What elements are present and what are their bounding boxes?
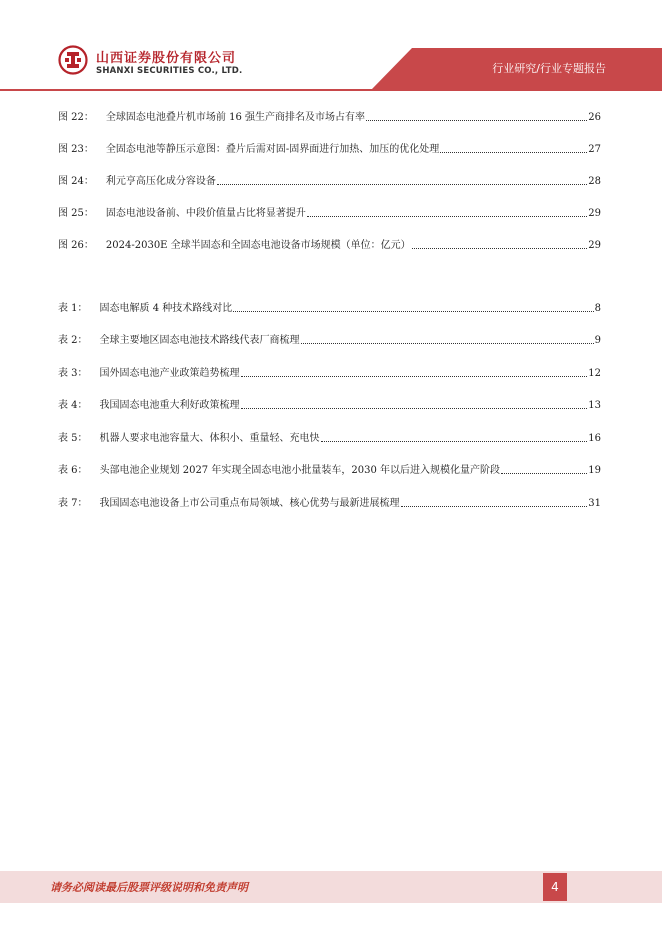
toc-entry-label: 表 1： [58, 303, 88, 314]
toc-entry-page: 26 [588, 112, 601, 123]
toc-leader [501, 473, 587, 474]
toc-entry-page: 29 [588, 240, 601, 251]
toc-entry-title: 固态电池设备前、中段价值量占比将显著提升 [105, 208, 306, 219]
toc-leader [321, 441, 588, 442]
toc-leader [401, 506, 588, 507]
toc-entry-figure-25[interactable] [58, 205, 601, 221]
toc-entry-page: 9 [594, 335, 601, 346]
toc-entry-page: 13 [588, 400, 601, 411]
toc-entry-label: 表 6： [58, 465, 88, 476]
toc-leader [233, 311, 593, 312]
toc-entry-figure-23[interactable] [58, 141, 601, 157]
toc-entry-page: 16 [588, 433, 601, 444]
company-name-cn: 山西证券股份有限公司 [96, 51, 237, 66]
page-header [0, 0, 662, 94]
toc-entry-label: 表 5： [58, 433, 88, 444]
toc-entry-table-3[interactable] [58, 365, 601, 381]
toc-entry-label: 表 7： [58, 498, 88, 509]
header-divider [0, 89, 662, 91]
toc-entry-table-1[interactable] [58, 300, 601, 316]
toc-entry-table-4[interactable] [58, 397, 601, 413]
toc-leader [412, 248, 588, 249]
toc-leader [440, 152, 587, 153]
toc-entry-label: 表 3： [58, 368, 88, 379]
toc-entry-page: 12 [588, 368, 601, 379]
toc-entry-figure-24[interactable] [58, 173, 601, 189]
toc-entry-title: 利元亨高压化成分容设备 [105, 176, 216, 187]
company-logo-icon [58, 45, 88, 75]
toc-entry-label: 图 26： [58, 240, 94, 251]
toc-leader [241, 408, 588, 409]
toc-entry-table-5[interactable] [58, 430, 601, 446]
toc-leader [366, 120, 587, 121]
toc-entry-title: 机器人要求电池容量大、体积小、重量轻、充电快 [99, 433, 320, 444]
report-type-label: 行业研究/行业专题报告 [492, 62, 606, 75]
toc-entry-title: 我国固态电池设备上市公司重点布局领域、核心优势与最新进展梳理 [99, 498, 400, 509]
toc-entry-label: 图 22： [58, 112, 94, 123]
toc-entry-label: 图 25： [58, 208, 94, 219]
toc-entry-title: 国外固态电池产业政策趋势梳理 [99, 368, 240, 379]
toc-entry-title: 2024-2030E 全球半固态和全固态电池设备市场规模（单位：亿元） [105, 240, 411, 251]
toc-leader [301, 343, 594, 344]
toc-entry-page: 8 [594, 303, 601, 314]
toc-entry-title: 我国固态电池重大利好政策梳理 [99, 400, 240, 411]
toc-leader [241, 376, 588, 377]
toc-entry-title: 全固态电池等静压示意图：叠片后需对固-固界面进行加热、加压的优化处理 [105, 144, 440, 155]
toc-entry-title: 全球固态电池叠片机市场前 16 强生产商排名及市场占有率 [105, 112, 365, 123]
page-number: 4 [543, 873, 567, 901]
toc-entry-label: 表 2： [58, 335, 88, 346]
disclaimer-notice: 请务必阅读最后股票评级说明和免责声明 [50, 881, 248, 894]
toc-entry-figure-22[interactable] [58, 109, 601, 125]
toc-entry-title: 固态电解质 4 种技术路线对比 [99, 303, 233, 314]
toc-entry-page: 29 [588, 208, 601, 219]
toc-entry-label: 表 4： [58, 400, 88, 411]
toc-entry-label: 图 23： [58, 144, 94, 155]
toc-leader [307, 216, 587, 217]
toc-entry-label: 图 24： [58, 176, 94, 187]
toc-entry-page: 19 [588, 465, 601, 476]
toc-entry-page: 27 [588, 144, 601, 155]
toc-entry-table-7[interactable] [58, 495, 601, 511]
toc-entry-title: 全球主要地区固态电池技术路线代表厂商梳理 [99, 335, 300, 346]
company-name-en: SHANXI SECURITIES CO., LTD. [96, 66, 243, 76]
toc-entry-figure-26[interactable] [58, 237, 601, 253]
toc-entry-table-2[interactable] [58, 332, 601, 348]
toc-entry-page: 28 [588, 176, 601, 187]
toc-entry-page: 31 [588, 498, 601, 509]
toc-leader [217, 184, 587, 185]
toc-entry-table-6[interactable] [58, 462, 601, 478]
toc-entry-title: 头部电池企业规划 2027 年实现全固态电池小批量装车，2030 年以后进入规模化量产阶段 [99, 465, 500, 476]
